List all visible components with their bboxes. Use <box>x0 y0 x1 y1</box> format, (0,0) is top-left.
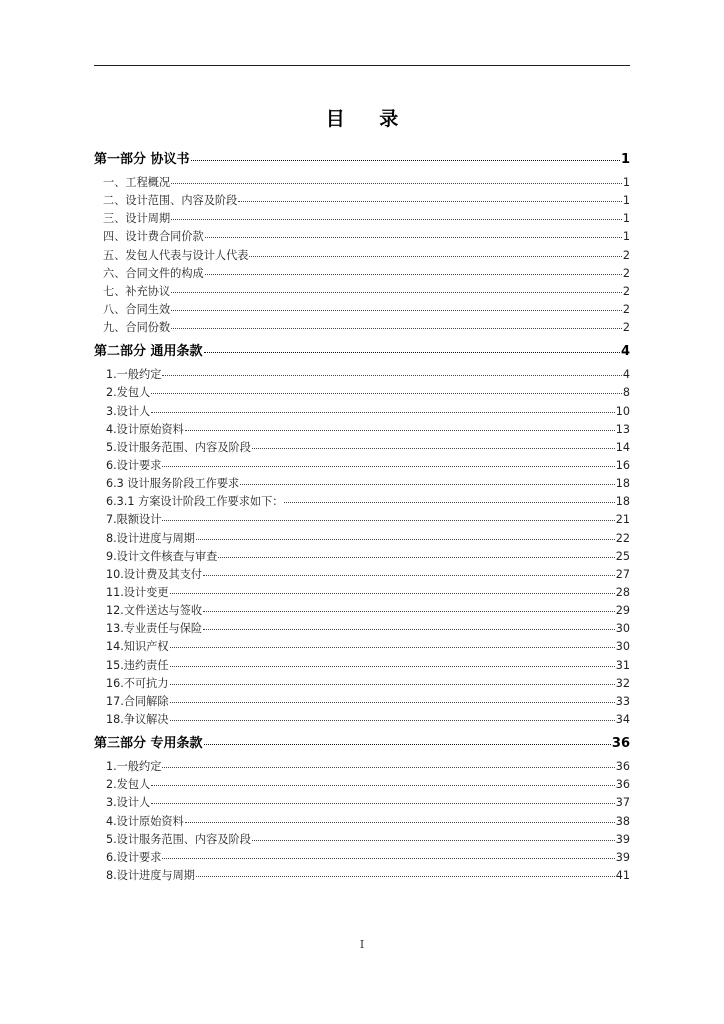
toc-entry-page: 37 <box>615 796 630 810</box>
toc-leader-dots <box>252 448 615 449</box>
toc-entry[interactable] <box>94 192 630 210</box>
toc-entry-page: 1 <box>622 194 630 208</box>
toc-entry[interactable] <box>94 638 630 656</box>
toc-leader-dots <box>171 310 622 311</box>
toc-leader-dots <box>151 785 615 786</box>
toc-entry[interactable] <box>94 831 630 849</box>
toc-entry-label: 二、设计范围、内容及阶段 <box>103 194 238 208</box>
toc-entry-page: 2 <box>622 321 630 335</box>
toc-entry-label: 6.设计要求 <box>106 458 162 472</box>
toc-leader-dots <box>240 484 615 485</box>
toc-part-2[interactable] <box>94 340 630 362</box>
toc-leader-dots <box>205 274 622 275</box>
toc-entry[interactable] <box>94 758 630 776</box>
toc-entry[interactable] <box>94 210 630 228</box>
toc-entry[interactable] <box>94 657 630 675</box>
toc-entry-label: 四、设计费合同价款 <box>103 230 204 244</box>
toc-entry-label: 2.发包人 <box>106 386 151 400</box>
toc-entry-page: 2 <box>622 302 630 316</box>
toc-entry[interactable] <box>94 794 630 812</box>
toc-entry-page: 18 <box>615 477 630 491</box>
toc-part-page: 36 <box>611 736 630 752</box>
toc-entry-page: 22 <box>615 531 630 545</box>
toc-leader-dots <box>203 611 615 612</box>
toc-entry-label: 五、发包人代表与设计人代表 <box>103 248 249 262</box>
toc-entry[interactable] <box>94 403 630 421</box>
toc-entry-page: 36 <box>615 778 630 792</box>
toc-entry[interactable] <box>94 475 630 493</box>
toc-entry-page: 1 <box>622 230 630 244</box>
toc-leader-dots <box>185 430 615 431</box>
toc-leader-dots <box>191 160 620 161</box>
toc-entry-label: 12.文件送达与签收 <box>106 604 203 618</box>
toc-entry[interactable] <box>94 283 630 301</box>
toc-entry[interactable] <box>94 174 630 192</box>
toc-entry[interactable] <box>94 265 630 283</box>
toc-entry-label: 七、补充协议 <box>103 284 171 298</box>
toc-entry-label: 7.限额设计 <box>106 513 162 527</box>
toc-entry[interactable] <box>94 693 630 711</box>
toc-entry-page: 41 <box>615 868 630 882</box>
toc-leader-dots <box>162 767 614 768</box>
toc-entry-page: 34 <box>615 712 630 726</box>
toc-entry[interactable] <box>94 439 630 457</box>
toc-part-page: 4 <box>620 344 630 360</box>
toc-entry[interactable] <box>94 319 630 337</box>
toc-entry[interactable] <box>94 620 630 638</box>
page-title: 目 录 <box>325 108 413 130</box>
toc-leader-dots <box>238 201 622 202</box>
toc-leader-dots <box>196 539 615 540</box>
toc-leader-dots <box>205 237 622 238</box>
toc-leader-dots <box>162 858 614 859</box>
toc-leader-dots <box>185 822 615 823</box>
toc-leader-dots <box>170 720 615 721</box>
toc-entry-label: 3.设计人 <box>106 404 151 418</box>
toc-entry-label: 一、工程概况 <box>103 176 171 189</box>
toc-entry[interactable] <box>94 421 630 439</box>
toc-entry-label: 6.3 设计服务阶段工作要求 <box>106 477 240 491</box>
toc-leader-dots <box>162 375 621 376</box>
toc-entry-label: 13.专业责任与保险 <box>106 622 203 636</box>
toc-leader-dots <box>170 666 615 667</box>
toc-leader-dots <box>204 744 611 745</box>
toc-entry[interactable] <box>94 776 630 794</box>
toc-entry-label: 2.发包人 <box>106 778 151 792</box>
toc-entry-label: 1.一般约定 <box>106 760 162 774</box>
toc-leader-dots <box>171 183 622 184</box>
toc-part-label: 第二部分 通用条款 <box>94 344 203 360</box>
toc-entry-label: 6.3.1 方案设计阶段工作要求如下： <box>106 495 284 509</box>
toc-entry-page: 25 <box>615 549 630 563</box>
toc-entry-label: 5.设计服务范围、内容及阶段 <box>106 832 251 846</box>
toc-entry-label: 10.设计费及其支付 <box>106 567 203 581</box>
toc-entry-page: 39 <box>615 832 630 846</box>
toc-part-label: 第一部分 协议书 <box>94 152 190 167</box>
toc-entry-page: 39 <box>615 850 630 864</box>
toc-entry-label: 三、设计周期 <box>103 212 171 226</box>
toc-entry[interactable] <box>94 566 630 584</box>
toc-leader-dots <box>196 876 615 877</box>
toc-leader-dots <box>162 520 614 521</box>
toc-leader-dots <box>171 328 622 329</box>
toc-entry[interactable] <box>94 301 630 319</box>
toc-entry-label: 九、合同份数 <box>103 321 171 335</box>
toc-leader-dots <box>170 593 615 594</box>
toc-leader-dots <box>284 502 614 503</box>
toc-entry-page: 29 <box>615 604 630 618</box>
toc-entry-label: 八、合同生效 <box>103 302 171 316</box>
toc-entry-list <box>94 366 630 729</box>
toc-leader-dots <box>249 256 621 257</box>
toc-entry-label: 8.设计进度与周期 <box>106 868 195 882</box>
toc-entry-page: 2 <box>622 248 630 262</box>
toc-leader-dots <box>171 292 622 293</box>
toc-part-page: 1 <box>620 152 630 167</box>
toc-entry-label: 11.设计变更 <box>106 585 169 599</box>
toc-entry-page: 36 <box>615 760 630 774</box>
toc-leader-dots <box>151 412 615 413</box>
toc-entry[interactable] <box>94 711 630 729</box>
toc-entry[interactable] <box>94 530 630 548</box>
toc-entry-page: 31 <box>615 658 630 672</box>
toc-entry-page: 30 <box>615 640 630 654</box>
toc-entry-label: 8.设计进度与周期 <box>106 531 195 545</box>
toc-entry-page: 8 <box>622 386 630 400</box>
toc-entry-label: 18.争议解决 <box>106 712 169 726</box>
toc-entry-page: 27 <box>615 567 630 581</box>
toc-part-3[interactable] <box>94 732 630 754</box>
toc-entry-label: 3.设计人 <box>106 796 151 810</box>
toc-entry-page: 33 <box>615 694 630 708</box>
toc-leader-dots <box>151 803 615 804</box>
toc-entry-page: 4 <box>622 368 630 382</box>
toc-entry[interactable] <box>94 228 630 246</box>
toc-leader-dots <box>218 557 614 558</box>
toc-entry-label: 4.设计原始资料 <box>106 814 184 828</box>
toc-entry-list <box>94 758 630 885</box>
toc-entry-page: 32 <box>615 676 630 690</box>
table-of-contents <box>94 148 630 888</box>
toc-leader-dots <box>151 393 622 394</box>
toc-entry-page: 16 <box>615 458 630 472</box>
toc-part-1[interactable] <box>94 148 630 170</box>
toc-entry-label: 4.设计原始资料 <box>106 422 184 436</box>
toc-entry[interactable] <box>94 548 630 566</box>
toc-leader-dots <box>171 219 622 220</box>
toc-entry-page: 28 <box>615 585 630 599</box>
toc-entry-label: 9.设计文件核查与审查 <box>106 549 218 563</box>
toc-leader-dots <box>252 840 615 841</box>
toc-entry-page: 13 <box>615 422 630 436</box>
toc-entry-page: 10 <box>615 404 630 418</box>
header-rule <box>94 65 630 66</box>
toc-entry-page: 38 <box>615 814 630 828</box>
toc-leader-dots <box>170 702 615 703</box>
toc-entry-label: 六、合同文件的构成 <box>103 266 204 280</box>
toc-entry[interactable] <box>94 584 630 602</box>
toc-entry-page: 21 <box>615 513 630 527</box>
toc-entry-label: 16.不可抗力 <box>106 676 169 690</box>
toc-entry-page: 30 <box>615 622 630 636</box>
toc-entry[interactable] <box>94 511 630 529</box>
toc-leader-dots <box>203 629 615 630</box>
footer-page-number: I <box>359 938 365 951</box>
toc-entry[interactable] <box>94 384 630 402</box>
toc-entry-label: 1.一般约定 <box>106 368 162 382</box>
toc-entry[interactable] <box>94 849 630 867</box>
toc-entry[interactable] <box>94 457 630 475</box>
toc-entry[interactable] <box>94 493 630 511</box>
toc-entry-page: 2 <box>622 284 630 298</box>
toc-entry[interactable] <box>94 247 630 265</box>
toc-entry-label: 15.违约责任 <box>106 658 169 672</box>
toc-entry-label: 17.合同解除 <box>106 694 169 708</box>
toc-entry-page: 18 <box>615 495 630 509</box>
toc-entry[interactable] <box>94 675 630 693</box>
toc-entry-page: 1 <box>622 212 630 226</box>
toc-entry-page: 2 <box>622 266 630 280</box>
toc-entry-page: 14 <box>615 440 630 454</box>
toc-part-label: 第三部分 专用条款 <box>94 736 203 752</box>
toc-entry-page: 1 <box>622 176 630 189</box>
toc-entry-label: 5.设计服务范围、内容及阶段 <box>106 440 251 454</box>
toc-entry[interactable] <box>94 602 630 620</box>
toc-entry-label: 14.知识产权 <box>106 640 169 654</box>
toc-entry-list <box>94 174 630 337</box>
toc-leader-dots <box>170 684 615 685</box>
toc-leader-dots <box>170 647 615 648</box>
toc-leader-dots <box>203 575 615 576</box>
toc-entry[interactable] <box>94 813 630 831</box>
toc-entry[interactable] <box>94 366 630 384</box>
toc-entry[interactable] <box>94 867 630 885</box>
toc-leader-dots <box>204 352 620 353</box>
toc-entry-label: 6.设计要求 <box>106 850 162 864</box>
toc-leader-dots <box>162 466 614 467</box>
